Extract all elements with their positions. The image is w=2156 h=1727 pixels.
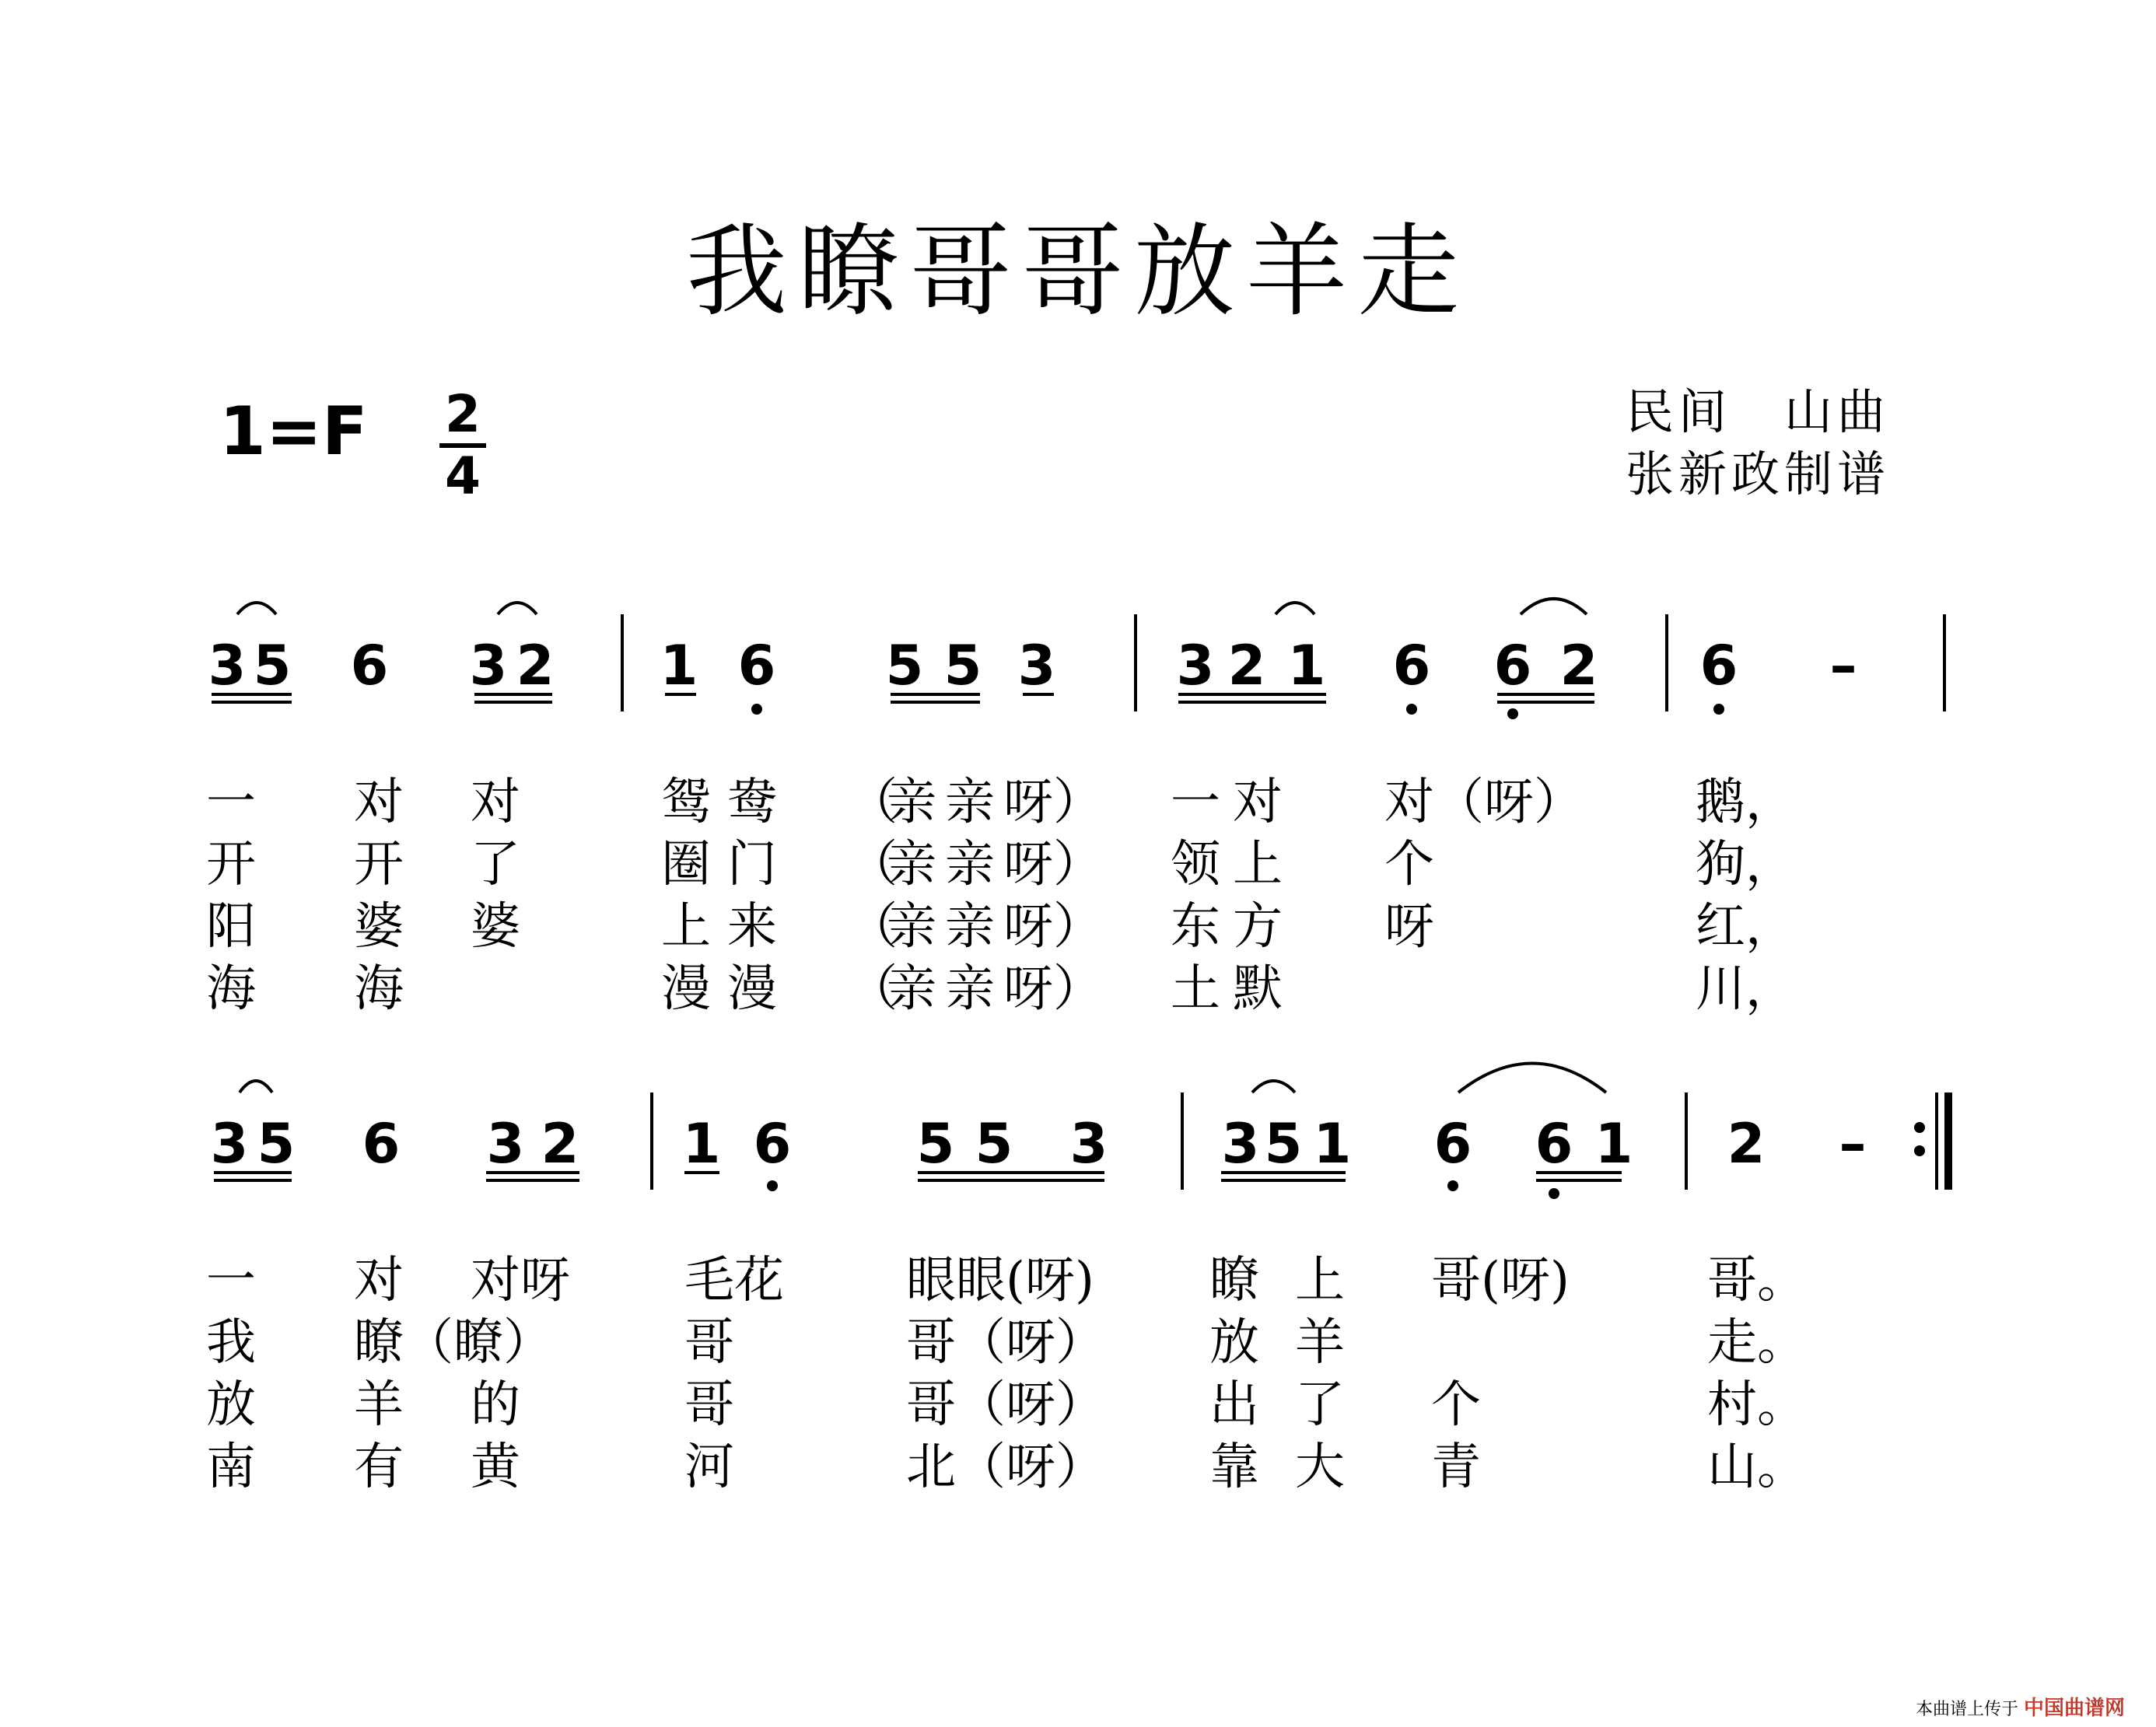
low-octave-dot: [1549, 1188, 1559, 1199]
slur: [1458, 1064, 1606, 1093]
row2-note: 5: [1264, 1112, 1303, 1176]
row2-lyric-verse2: 瞭（瞭）: [354, 1314, 553, 1372]
row1-lyric-verse3: 来: [727, 898, 777, 956]
row1-lyric-verse1: 亲: [945, 774, 995, 831]
row2-lyric-verse4: 北（呀）: [906, 1439, 1105, 1496]
row1-lyric-verse2: 亲: [887, 836, 936, 893]
row2-lyric-verse1: 对: [354, 1252, 404, 1309]
row2-lyric-verse4: 大: [1295, 1439, 1345, 1496]
row2-lyric-verse2: 哥（呀）: [906, 1314, 1105, 1372]
key-signature: 1=F: [219, 393, 368, 470]
row1-lyric-verse1: 一: [1171, 774, 1220, 831]
row1-note: 6: [1493, 634, 1532, 697]
row2-lyric-verse1: 哥。: [1707, 1252, 1807, 1309]
row2-note: 6: [362, 1112, 401, 1176]
row1-lyric-verse2: 呀）: [1003, 836, 1103, 893]
row1-lyric-verse2: 个: [1384, 836, 1434, 893]
row1-lyric-verse1: 呀）: [1003, 774, 1103, 831]
row1-lyric-verse2: 圈: [661, 836, 711, 893]
low-octave-dot: [1713, 704, 1724, 715]
low-octave-dot: [751, 704, 762, 715]
row2-note: 6: [1535, 1112, 1573, 1176]
credit-transcriber: 张新政制谱: [1626, 446, 1891, 502]
row1-lyric-verse3: 婆: [471, 898, 520, 956]
row1-lyric-verse4: 默: [1233, 960, 1283, 1018]
row2-note: 2: [1727, 1112, 1766, 1176]
row2-note: 3: [1221, 1112, 1260, 1176]
row2-lyric-verse3: 哥: [684, 1376, 734, 1434]
row2-lyric-verse1: 眼眼(呀): [906, 1252, 1094, 1309]
footer: [1916, 1692, 2125, 1721]
row2-note: 1: [682, 1112, 721, 1176]
low-octave-dot: [1406, 704, 1417, 715]
row2-note: 6: [1433, 1112, 1472, 1176]
time-signature-top: 2: [445, 384, 481, 444]
row1-note: 2: [1227, 634, 1266, 697]
row1-lyric-verse1: 鸳: [661, 774, 711, 831]
row1-lyric-verse2: 狗，: [1696, 836, 1795, 893]
row1-lyric-verse4: 漫: [727, 960, 777, 1018]
row1-note: 3: [1017, 634, 1056, 697]
row1-note: 6: [737, 634, 776, 697]
row2-lyric-verse3: 羊: [354, 1376, 404, 1434]
row2-lyric-verse1: 瞭: [1209, 1252, 1259, 1309]
row2-lyric-verse1: 上: [1295, 1252, 1345, 1309]
time-signature-bottom: 4: [445, 446, 481, 506]
row2-lyric-verse1: 对呀: [471, 1252, 570, 1309]
row1-note: 3: [469, 634, 508, 697]
row2-note: 5: [975, 1112, 1013, 1176]
row1-note: 2: [1559, 634, 1598, 697]
low-octave-dot: [767, 1180, 778, 1191]
row2-note: 6: [753, 1112, 792, 1176]
row1-lyric-verse3: （: [848, 898, 898, 956]
row2-note: 3: [486, 1112, 525, 1176]
repeat-dot: [1914, 1145, 1925, 1156]
row1-lyric-verse3: 上: [661, 898, 711, 956]
row1-lyric-verse1: （: [848, 774, 898, 831]
repeat-dot: [1914, 1122, 1925, 1133]
row2-lyric-verse2: 羊: [1295, 1314, 1345, 1372]
row1-note: 1: [660, 634, 698, 697]
row1-lyric-verse4: 川，: [1696, 960, 1795, 1018]
row2-note: 1: [1594, 1112, 1633, 1176]
row1-lyric-verse1: 对: [354, 774, 404, 831]
low-octave-dot: [1447, 1180, 1458, 1191]
row2-note: 3: [1069, 1112, 1108, 1176]
row1-note: –: [1829, 634, 1857, 697]
footer-brand: 中国曲谱网: [2023, 1697, 2125, 1720]
row1-note: 5: [885, 634, 924, 697]
slur: [1521, 599, 1587, 614]
row1-lyric-verse1: 一: [206, 774, 256, 831]
row1-lyric-verse3: 方: [1233, 898, 1283, 956]
row2-lyric-verse2: 放: [1209, 1314, 1259, 1372]
row2-lyric-verse4: 有: [354, 1439, 404, 1496]
row2-note: 2: [541, 1112, 579, 1176]
footer-text: 本曲谱上传于: [1915, 1700, 2018, 1719]
row2-note: 3: [210, 1112, 249, 1176]
row2-lyric-verse3: 出: [1209, 1376, 1259, 1434]
row2-note: 1: [1313, 1112, 1352, 1176]
slur: [237, 603, 276, 614]
row2-lyric-verse2: 走。: [1707, 1314, 1807, 1372]
row1-lyric-verse4: 海: [206, 960, 256, 1018]
row2-note: –: [1839, 1112, 1867, 1176]
row1-lyric-verse2: 亲: [945, 836, 995, 893]
row1-lyric-verse4: 土: [1171, 960, 1220, 1018]
credit-genre: 民间 山曲: [1626, 383, 1891, 440]
row2-lyric-verse3: 放: [206, 1376, 256, 1434]
row2-lyric-verse4: 河: [684, 1439, 734, 1496]
row1-lyric-verse2: 开: [354, 836, 404, 893]
row1-lyric-verse2: 了: [471, 836, 520, 893]
row2-lyric-verse1: 哥(呀): [1431, 1252, 1570, 1309]
row1-lyric-verse4: 海: [354, 960, 404, 1018]
row2-lyric-verse3: 了: [1295, 1376, 1345, 1434]
row2-lyric-verse4: 靠: [1209, 1439, 1259, 1496]
row1-lyric-verse1: 亲: [887, 774, 936, 831]
row1-note: 6: [350, 634, 389, 697]
row1-lyric-verse2: 上: [1233, 836, 1283, 893]
row1-note: 6: [1392, 634, 1431, 697]
row2-note: 5: [916, 1112, 955, 1176]
row1-lyric-verse3: 呀: [1384, 898, 1434, 956]
row2-note: 5: [257, 1112, 296, 1176]
row2-lyric-verse1: 一: [206, 1252, 256, 1309]
row1-lyric-verse4: 漫: [661, 960, 711, 1018]
row1-note: 6: [1699, 634, 1738, 697]
slur: [498, 603, 537, 614]
row1-lyric-verse3: 阳: [206, 898, 256, 956]
row2-notes: [211, 1112, 1867, 1176]
row1-lyric-verse4: 亲: [945, 960, 995, 1018]
row1-notes: [208, 634, 1857, 697]
row2-lyric-verse3: 的: [471, 1376, 520, 1434]
slur: [240, 1081, 272, 1092]
row1-lyric-verse2: 门: [727, 836, 777, 893]
row2-lyric-verse2: 我: [206, 1314, 256, 1372]
row1-note: 3: [1176, 634, 1215, 697]
row1-lyric-verse2: 领: [1171, 836, 1220, 893]
row2-lyric-verse4: 南: [206, 1439, 256, 1496]
row1-lyric-verse3: 亲: [945, 898, 995, 956]
row1-lyric-verse1: 对（呀）: [1384, 774, 1584, 831]
row1-lyric-verse2: （: [848, 836, 898, 893]
row2-lyric-verse3: 村。: [1707, 1376, 1807, 1434]
row1-lyric-verse2: 开: [206, 836, 256, 893]
row1-lyric-verse1: 鸯: [727, 774, 777, 831]
row1-lyric-verse4: 亲: [887, 960, 936, 1018]
row1-note: 5: [943, 634, 982, 697]
row1-lyric-verse3: 东: [1171, 898, 1220, 956]
slur: [1252, 1081, 1295, 1092]
row2-lyric-verse3: 哥（呀）: [906, 1376, 1105, 1434]
row1-note: 3: [208, 634, 247, 697]
row2-lyric-verse4: 黄: [471, 1439, 520, 1496]
row1-note: 1: [1287, 634, 1326, 697]
slur: [1276, 603, 1314, 614]
row1-note: 2: [516, 634, 555, 697]
row2-lyric-verse3: 个: [1431, 1376, 1481, 1434]
row1-lyric-verse1: 鹅，: [1696, 774, 1795, 831]
row1-note: 5: [253, 634, 292, 697]
song-title: 我瞭哥哥放羊走: [685, 212, 1470, 330]
row1-lyric-verse4: 呀）: [1003, 960, 1103, 1018]
row1-lyric-verse1: 对: [1233, 774, 1283, 831]
row1-lyric-verse3: 亲: [887, 898, 936, 956]
row2-lyric-verse4: 山。: [1707, 1439, 1807, 1496]
row2-lyric-verse1: 毛花: [684, 1252, 784, 1309]
row1-lyric-verse3: 婆: [354, 898, 404, 956]
row1-lyric-verse3: 呀）: [1003, 898, 1103, 956]
row1-lyric-verse4: （: [848, 960, 898, 1018]
low-octave-dot: [1507, 708, 1518, 719]
row1-lyric-verse1: 对: [471, 774, 520, 831]
row2-lyric-verse4: 青: [1431, 1439, 1481, 1496]
row1-lyric-verse3: 红，: [1696, 898, 1795, 956]
row2-lyric-verse2: 哥: [684, 1314, 734, 1372]
